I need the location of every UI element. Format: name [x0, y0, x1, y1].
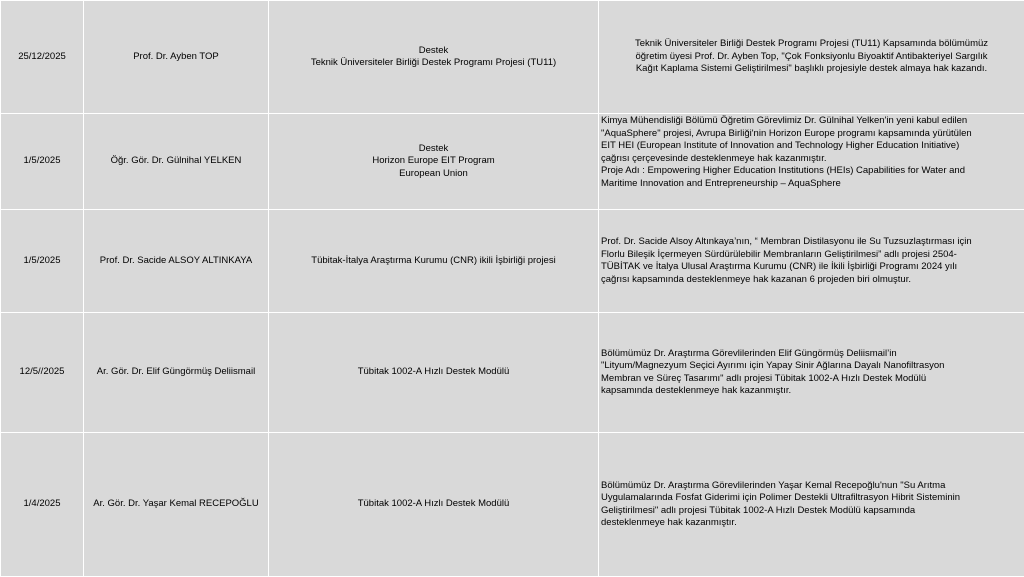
- program-cell: [269, 433, 599, 577]
- table-row: [1, 114, 1024, 210]
- program-cell: [269, 313, 599, 433]
- program-cell: [269, 210, 599, 313]
- date-cell: 25/12/2025: [1, 1, 84, 114]
- description-line: "AquaSphere" projesi, Avrupa Birliği'nin Horizon Europe programı kapsamında yürütülen: [601, 128, 1022, 141]
- table-row: [1, 433, 1024, 577]
- table-row: [1, 210, 1024, 313]
- program-cell: [269, 1, 599, 114]
- description-line: Kimya Mühendisliği Bölümü Öğretim Görevlimiz Dr. Gülnihal Yelken'in yeni kabul edilen: [601, 115, 1022, 128]
- description-line: Uygulamalarında Fosfat Giderimi için Polimer Destekli Ultrafiltrasyon Hibrit Sisteminin: [601, 492, 1022, 505]
- table-row: [1, 1, 1024, 114]
- person-cell: Ar. Gör. Dr. Yaşar Kemal RECEPOĞLU: [84, 433, 269, 577]
- description-line: Prof. Dr. Sacide Alsoy Altınkaya’nın, “ Membran Distilasyonu ile Su Tuzsuzlaştırması için: [601, 236, 1022, 249]
- description-line: Proje Adı : Empowering Higher Education Institutions (HEIs) Capabilities for Water and: [601, 165, 1022, 178]
- description-line: TÜBİTAK ve İtalya Ulusal Araştırma Kurumu (CNR) ile İkili İşbirliği Programı 2024 yılı: [601, 261, 1022, 274]
- description-line: Geliştirilmesi" adlı projesi Tübitak 1002-A Hızlı Destek Modülü kapsamında: [601, 505, 1022, 518]
- program-line: European Union: [271, 168, 596, 181]
- description-line: öğretim üyesi Prof. Dr. Ayben Top, "Çok Fonksiyonlu Biyoaktif Antibakteriyel Sargılık: [607, 51, 1016, 64]
- program-line: Horizon Europe EIT Program: [271, 155, 596, 168]
- program-cell: [269, 114, 599, 210]
- description-line: Teknik Üniversiteler Birliği Destek Programı Projesi (TU11) Kapsamında bölümümüz: [607, 38, 1016, 51]
- program-line: Destek: [271, 143, 596, 156]
- description-cell: [599, 433, 1024, 577]
- description-line: çağrısı kapsamında desteklenmeye hak kazanan 6 projeden biri olmuştur.: [601, 274, 1022, 287]
- description-line: çağrısı çerçevesinde desteklenmeye hak kazanmıştır.: [601, 153, 1022, 166]
- program-line: Tübitak-İtalya Araştırma Kurumu (CNR) ikili İşbirliği projesi: [271, 255, 596, 268]
- description-cell: [599, 1, 1024, 114]
- description-line: kapsamında desteklenmeye hak kazanmıştır.: [601, 385, 1022, 398]
- date-cell: 1/5/2025: [1, 114, 84, 210]
- description-line: desteklenmeye hak kazanmıştır.: [601, 517, 1022, 530]
- program-line: Teknik Üniversiteler Birliği Destek Programı Projesi (TU11): [271, 57, 596, 70]
- description-line: Bölümümüz Dr. Araştırma Görevlilerinden Elif Güngörmüş Deliismail’in: [601, 348, 1022, 361]
- date-cell: 1/5/2025: [1, 210, 84, 313]
- person-cell: Prof. Dr. Sacide ALSOY ALTINKAYA: [84, 210, 269, 313]
- program-line: Tübitak 1002-A Hızlı Destek Modülü: [271, 498, 596, 511]
- description-line: "Lityum/Magnezyum Seçici Ayırımı için Yapay Sinir Ağlarına Dayalı Nanofiltrasyon: [601, 360, 1022, 373]
- person-cell: Ar. Gör. Dr. Elif Güngörmüş Deliismail: [84, 313, 269, 433]
- date-cell: 12/5//2025: [1, 313, 84, 433]
- description-line: Kağıt Kaplama Sistemi Geliştirilmesi" başlıklı projesiyle destek almaya hak kazandı.: [607, 63, 1016, 76]
- description-line: Membran ve Süreç Tasarımı" adlı projesi Tübitak 1002-A Hızlı Destek Modülü: [601, 373, 1022, 386]
- description-line: EIT HEI (European Institute of Innovation and Technology Higher Education Initiative): [601, 140, 1022, 153]
- description-cell: [599, 313, 1024, 433]
- table-row: [1, 313, 1024, 433]
- person-cell: Öğr. Gör. Dr. Gülnihal YELKEN: [84, 114, 269, 210]
- program-line: Destek: [271, 45, 596, 58]
- description-cell: [599, 210, 1024, 313]
- description-line: Maritime Innovation and Entrepreneurship – AquaSphere: [601, 178, 1022, 191]
- description-line: Bölümümüz Dr. Araştırma Görevlilerinden Yaşar Kemal Recepoğlu'nun "Su Arıtma: [601, 480, 1022, 493]
- person-cell: Prof. Dr. Ayben TOP: [84, 1, 269, 114]
- date-cell: 1/4/2025: [1, 433, 84, 577]
- description-line: Florlu Bileşik İçermeyen Sürdürülebilir Membranların Geliştirilmesi” adlı projesi 2504-: [601, 249, 1022, 262]
- description-cell: [599, 114, 1024, 210]
- program-line: Tübitak 1002-A Hızlı Destek Modülü: [271, 366, 596, 379]
